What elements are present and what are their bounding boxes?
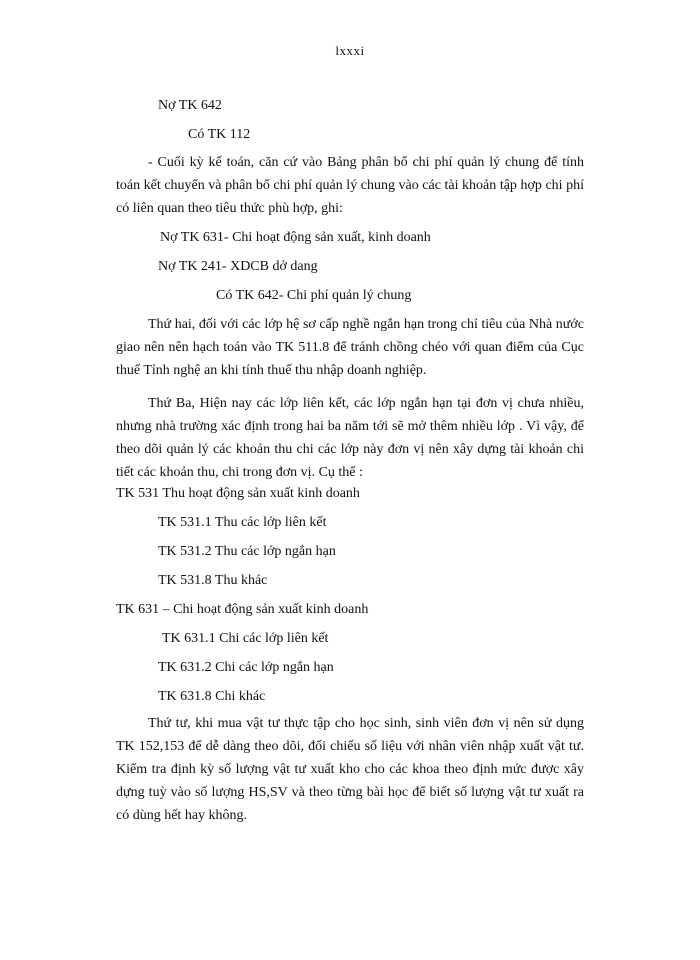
- account-531-2: TK 531.2 Thu các lớp ngắn hạn: [158, 544, 336, 559]
- paragraph-thu-tu: Thứ tư, khi mua vật tư thực tập cho học sinh, sinh viên đơn vị nên sử dụng TK 152,153 để dễ dàng theo dõi, đối chiếu số liệu với nhân viên nhập xuất vật tư. Kiểm tra định kỳ số lượng vật tư xuất kho cho các khoa theo định mức được xây dựng tuỳ vào số lượng HS,SV và theo từng bài học để biết số lượng vật tư xuất ra có dùng hết hay không.: [116, 716, 584, 823]
- paragraph-thu-hai: Thứ hai, đối với các lớp hệ sơ cấp nghề ngắn hạn trong chỉ tiêu của Nhà nước giao nên nên hạch toán vào TK 511.8 để tránh chồng chéo với quan điểm của Cục thuế Tỉnh nghệ an khi tính thuế thu nhập doanh nghiệp.: [116, 317, 584, 378]
- account-631-8: TK 631.8 Chi khác: [158, 689, 266, 704]
- entry-co-tk-112: Có TK 112: [188, 127, 251, 142]
- account-631-2: TK 631.2 Chi các lớp ngắn hạn: [158, 660, 334, 675]
- account-531-1: TK 531.1 Thu các lớp liên kết: [158, 515, 327, 530]
- page-number: lxxxi: [335, 43, 365, 58]
- paragraph-thu-ba: Thứ Ba, Hiện nay các lớp liên kết, các lớp ngắn hạn tại đơn vị chưa nhiều, nhưng nhà trường xác định trong hai ba năm tới sẽ mở thêm nhiều lớp . Vì vậy, để theo dõi quản lý các khoản thu chi các lớp này đơn vị nên xây dựng tài khoản chi tiết các khoản thu, chi trong đơn vị. Cụ thể :: [116, 396, 584, 480]
- paragraph-cuoi-ky: - Cuối kỳ kế toán, căn cứ vào Bảng phân bổ chi phí quản lý chung để tính toán kết chuyển và phân bổ chi phí quản lý chung vào các tài khoản tập hợp chi phí có liên quan theo tiêu thức phù hợp, ghi:: [116, 155, 584, 216]
- account-631-title: TK 631 – Chi hoạt động sản xuất kinh doanh: [116, 602, 369, 617]
- entry-co-tk-642: Có TK 642- Chi phí quản lý chung: [216, 288, 412, 303]
- entry-no-tk-241: Nợ TK 241- XDCB dở dang: [158, 259, 318, 274]
- account-531-8: TK 531.8 Thu khác: [158, 573, 268, 588]
- entry-no-tk-642: Nợ TK 642: [158, 98, 222, 113]
- account-531-title: TK 531 Thu hoạt động sản xuất kinh doanh: [116, 486, 360, 501]
- entry-no-tk-631: Nợ TK 631- Chi hoạt động sản xuất, kinh doanh: [160, 230, 431, 245]
- account-631-1: TK 631.1 Chi các lớp liên kết: [162, 631, 329, 646]
